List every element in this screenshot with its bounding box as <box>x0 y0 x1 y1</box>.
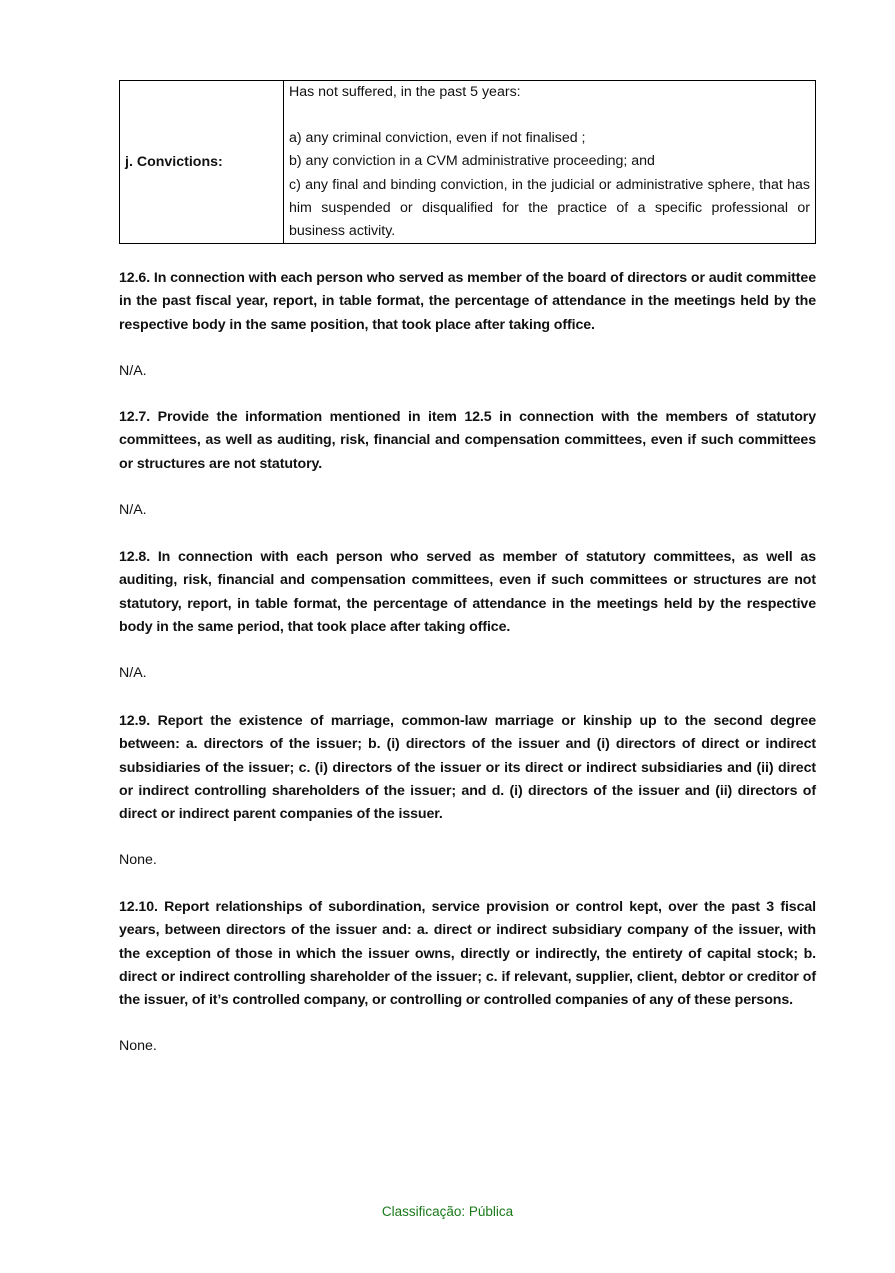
section-12-8 <box>119 546 816 685</box>
section-12-6 <box>119 267 816 383</box>
classification-footer: Classificação: Pública <box>381 1204 514 1219</box>
section-question: 12.8. In connection with each person who served as member of statutory committees, as well as auditing, risk, financial and compensation committees, even if such committees or structures are not statutory, report, in table format, the percentage of attendance in the meetings held by the respective body in the same period, that took place after taking office. <box>119 549 816 635</box>
convictions-table <box>119 80 816 244</box>
convictions-intro: Has not suffered, in the past 5 years: <box>289 84 521 100</box>
section-question: 12.9. Report the existence of marriage, common-law marriage or kinship up to the second degree between: a. directors of the issuer; b. (i) directors of the issuer and (i) directors of direct or indirect subsidiaries of the issuer; c. (i) directors of the issuer or its direct or indirect subsidiaries and (ii) direct or indirect controlling shareholders of the issuer; and d. (i) directors of the issuer and (ii) directors of direct or indirect parent companies of the issuer. <box>119 713 816 823</box>
section-answer: None. <box>119 852 157 869</box>
section-answer: None. <box>119 1038 157 1055</box>
convictions-label: j. Convictions: <box>120 81 284 244</box>
convictions-item-a: a) any criminal conviction, even if not finalised ; <box>289 130 586 147</box>
convictions-item-c: c) any final and binding conviction, in the judicial or administrative sphere, that has him suspended or disqualified for the practice of a specific professional or business activity. <box>289 176 810 240</box>
section-answer: N/A. <box>119 665 147 682</box>
table-row <box>120 81 816 244</box>
section-question: 12.7. Provide the information mentioned in item 12.5 in connection with the members of statutory committees, as well as auditing, risk, financial and compensation committees, even if such committees or structures are not statutory. <box>119 409 816 472</box>
section-12-9 <box>119 710 816 873</box>
section-12-7 <box>119 406 816 522</box>
section-question: 12.6. In connection with each person who served as member of the board of directors or audit committee in the past fiscal year, report, in table format, the percentage of attendance in the meetings held by the respective body in the same position, that took place after taking office. <box>119 270 816 333</box>
convictions-content <box>284 81 816 244</box>
section-answer: N/A. <box>119 362 147 379</box>
section-12-10 <box>119 896 816 1059</box>
section-question: 12.10. Report relationships of subordination, service provision or control kept, over the past 3 fiscal years, between directors of the issuer and: a. direct or indirect subsidiary company of the issuer, with the exception of those in which the issuer owns, directly or indirectly, the entirety of capital stock; b. direct or indirect controlling shareholder of the issuer; c. if relevant, supplier, client, debtor or creditor of the issuer, of it’s controlled company, or controlling or controlled companies of any of these persons. <box>119 899 816 1009</box>
convictions-item-b: b) any conviction in a CVM administrative proceeding; and <box>289 153 655 170</box>
section-answer: N/A. <box>119 501 147 518</box>
